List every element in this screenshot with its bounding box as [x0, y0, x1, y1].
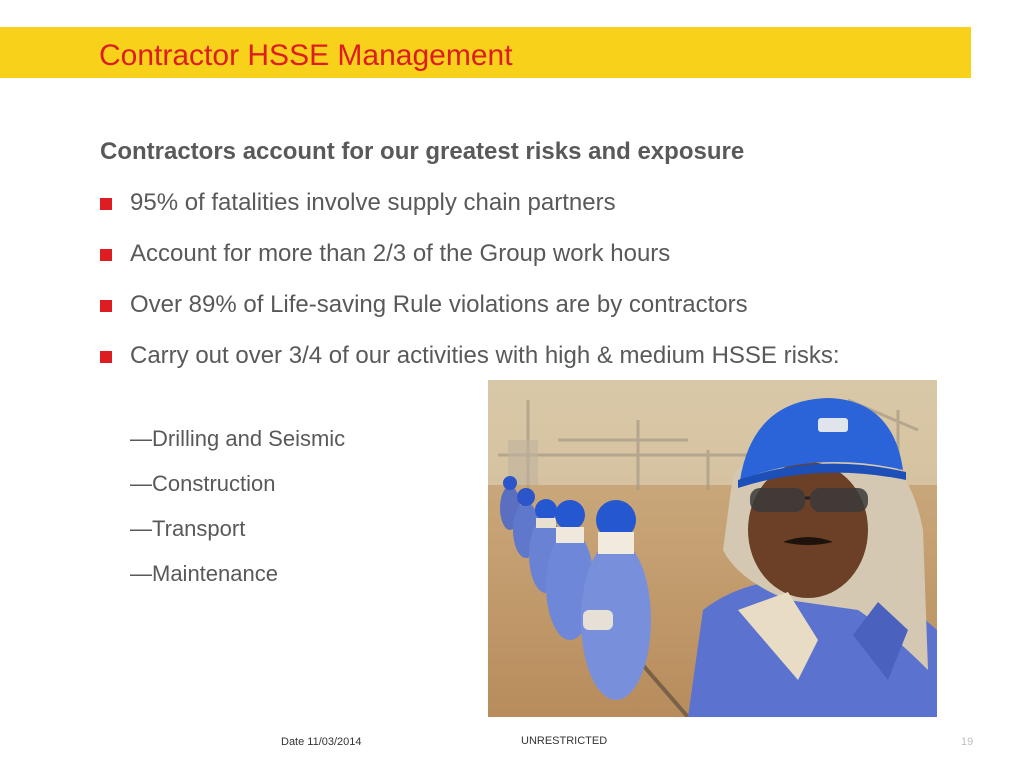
- sub-item: —Transport: [130, 516, 246, 541]
- bullet-text: 95% of fatalities involve supply chain partners: [130, 189, 616, 216]
- footer-classification: UNRESTRICTED: [521, 735, 608, 747]
- bullet-item: [100, 339, 920, 373]
- bullet-item: [100, 288, 920, 322]
- bullet-item: [100, 186, 920, 220]
- page-number: 19: [961, 736, 974, 748]
- slide-title: Contractor HSSE Management: [99, 39, 513, 72]
- bullet-text: Over 89% of Life-saving Rule violations are by contractors: [130, 291, 748, 318]
- footer-date: Date 11/03/2014: [281, 736, 362, 748]
- bullet-text: Carry out over 3/4 of our activities with high & medium HSSE risks:: [130, 342, 840, 369]
- contractor-workers-photo: [488, 380, 937, 717]
- bullet-text: Account for more than 2/3 of the Group work hours: [130, 240, 671, 267]
- bullet-list: [100, 186, 920, 390]
- bullet-square-icon: [100, 198, 112, 210]
- bullet-square-icon: [100, 249, 112, 261]
- bullet-square-icon: [100, 300, 112, 312]
- sub-item: —Construction: [130, 471, 276, 496]
- bullet-square-icon: [100, 351, 112, 363]
- bullet-item: [100, 237, 920, 271]
- sub-item: —Drilling and Seismic: [130, 426, 346, 451]
- sub-item: —Maintenance: [130, 561, 278, 586]
- section-heading: Contractors account for our greatest risks and exposure: [100, 138, 745, 165]
- sub-item-list: [130, 423, 345, 603]
